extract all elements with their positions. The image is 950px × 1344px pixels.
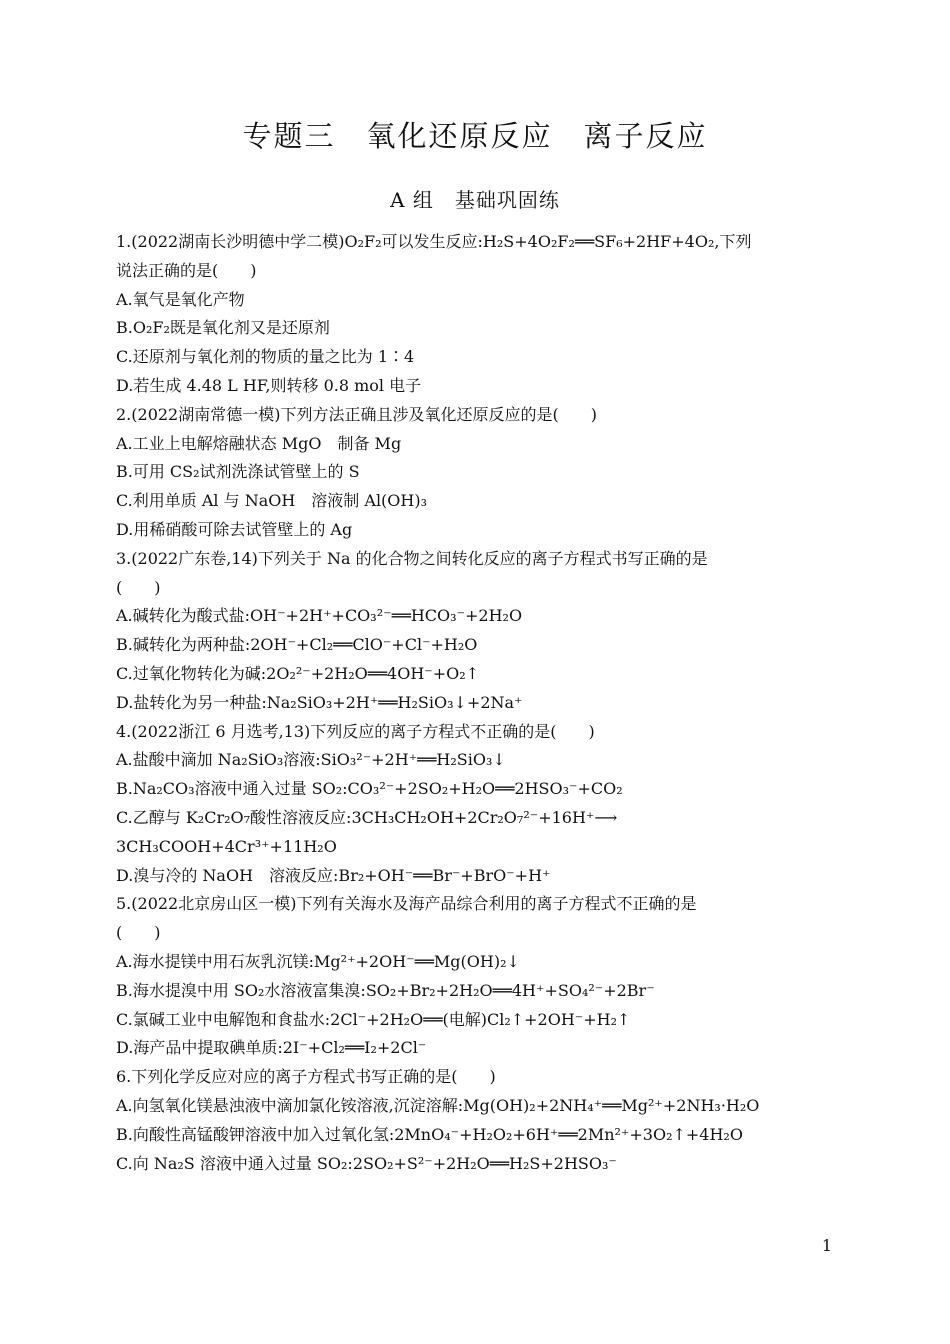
text-line: 2.(2022湖南常德一模)下列方法正确且涉及氧化还原反应的是( ) bbox=[116, 404, 597, 424]
text-line: B.向酸性高锰酸钾溶液中加入过氧化氢:2MnO₄⁻+H₂O₂+6H⁺══2Mn²⁺+3O₂↑+4H₂O bbox=[116, 1124, 743, 1144]
text-line: B.碱转化为两种盐:2OH⁻+Cl₂══ClO⁻+Cl⁻+H₂O bbox=[116, 635, 478, 655]
text-line: C.向 Na₂S 溶液中通入过量 SO₂:2SO₂+S²⁻+2H₂O══H₂S+2HSO₃⁻ bbox=[116, 1153, 617, 1173]
text-line: 说法正确的是( ) bbox=[116, 260, 257, 280]
document-body bbox=[116, 228, 834, 1178]
text-line: A.向氢氧化镁悬浊液中滴加氯化铵溶液,沉淀溶解:Mg(OH)₂+2NH₄⁺══Mg²⁺+2NH₃·H₂O bbox=[116, 1095, 760, 1115]
text-line: C.过氧化物转化为碱:2O₂²⁻+2H₂O══4OH⁻+O₂↑ bbox=[116, 663, 480, 683]
section-subtitle: A 组 基础巩固练 bbox=[390, 188, 560, 212]
text-line: B.海水提溴中用 SO₂水溶液富集溴:SO₂+Br₂+2H₂O══4H⁺+SO₄²⁻+2Br⁻ bbox=[116, 980, 655, 1000]
text-line: C.利用单质 Al 与 NaOH 溶液制 Al(OH)₃ bbox=[116, 491, 428, 511]
text-line: A.海水提镁中用石灰乳沉镁:Mg²⁺+2OH⁻══Mg(OH)₂↓ bbox=[116, 951, 520, 971]
text-line: 6.下列化学反应对应的离子方程式书写正确的是( ) bbox=[116, 1067, 496, 1087]
text-line: 4.(2022浙江 6 月选考,13)下列反应的离子方程式不正确的是( ) bbox=[116, 721, 595, 741]
text-line: 5.(2022北京房山区一模)下列有关海水及海产品综合利用的离子方程式不正确的是 bbox=[116, 894, 697, 914]
text-line: D.盐转化为另一种盐:Na₂SiO₃+2H⁺══H₂SiO₃↓+2Na⁺ bbox=[116, 692, 523, 712]
text-line: A.碱转化为酸式盐:OH⁻+2H⁺+CO₃²⁻══HCO₃⁻+2H₂O bbox=[116, 606, 523, 626]
text-line: A.工业上电解熔融状态 MgO 制备 Mg bbox=[116, 433, 402, 453]
text-line: 1.(2022湖南长沙明德中学二模)O₂F₂可以发生反应:H₂S+4O₂F₂══SF₆+2HF+4O₂,下列 bbox=[116, 232, 752, 251]
text-line: A.氧气是氧化产物 bbox=[116, 289, 245, 309]
text-line: B.O₂F₂既是氧化剂又是还原剂 bbox=[116, 318, 330, 338]
text-line: D.用稀硝酸可除去试管壁上的 Ag bbox=[116, 519, 353, 539]
text-line: 3CH₃COOH+4Cr³⁺+11H₂O bbox=[116, 836, 337, 856]
text-line: B.Na₂CO₃溶液中通入过量 SO₂:CO₃²⁻+2SO₂+H₂O══2HSO₃⁻+CO₂ bbox=[116, 779, 623, 799]
text-line: D.海产品中提取碘单质:2I⁻+Cl₂══I₂+2Cl⁻ bbox=[116, 1038, 427, 1058]
text-line: B.可用 CS₂试剂洗涤试管壁上的 S bbox=[116, 462, 360, 482]
text-line: C.乙醇与 K₂Cr₂O₇酸性溶液反应:3CH₃CH₂OH+2Cr₂O₇²⁻+16H⁺⟶ bbox=[116, 807, 618, 827]
text-line: C.氯碱工业中电解饱和食盐水:2Cl⁻+2H₂O══(电解)Cl₂↑+2OH⁻+H₂↑ bbox=[116, 1009, 631, 1029]
text-line: A.盐酸中滴加 Na₂SiO₃溶液:SiO₃²⁻+2H⁺══H₂SiO₃↓ bbox=[116, 750, 506, 770]
text-line: D.若生成 4.48 L HF,则转移 0.8 mol 电子 bbox=[116, 375, 422, 395]
page-title: 专题三 氧化还原反应 离子反应 bbox=[242, 119, 708, 153]
text-line: 3.(2022广东卷,14)下列关于 Na 的化合物之间转化反应的离子方程式书写正确的是 bbox=[116, 548, 708, 568]
text-line: C.还原剂与氧化剂的物质的量之比为 1∶4 bbox=[116, 347, 415, 367]
page-number: 1 bbox=[821, 1236, 832, 1255]
text-line: ( ) bbox=[116, 923, 161, 943]
text-line: D.溴与冷的 NaOH 溶液反应:Br₂+OH⁻══Br⁻+BrO⁻+H⁺ bbox=[116, 865, 551, 885]
text-line: ( ) bbox=[116, 577, 161, 597]
